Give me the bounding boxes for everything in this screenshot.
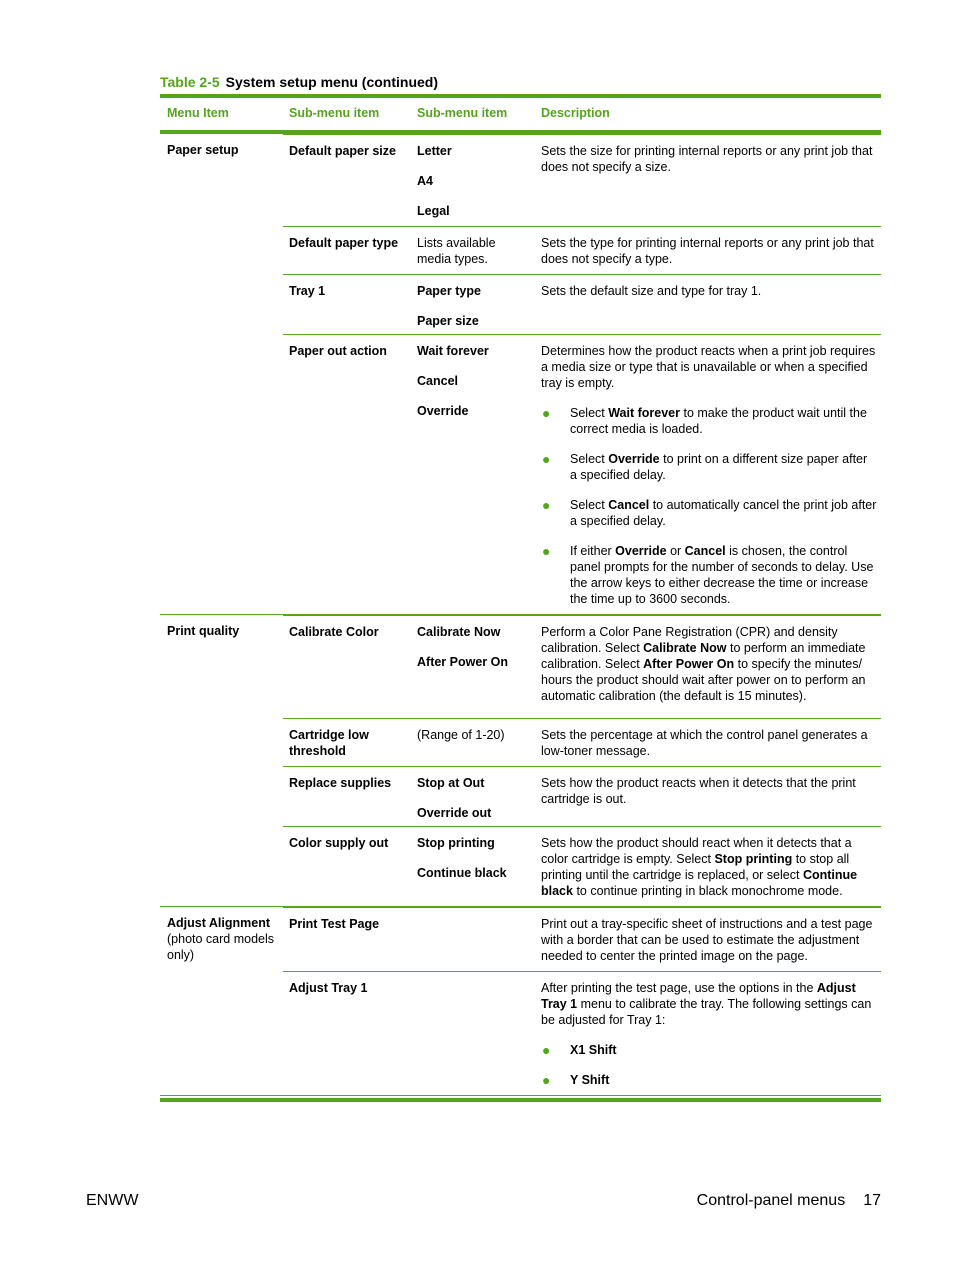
text: is chosen, the control panel prompts for the number of seconds to delay. Use the arrow keys to either decrease the time or increase the time up to 3600 seconds. (570, 544, 874, 606)
desc-tray-1 (541, 283, 877, 327)
bullet-delay (541, 543, 877, 607)
sub-adjust-tray-1: Adjust Tray 1 (289, 981, 368, 995)
desc-text: Sets how the product reacts when it detects that the print cartridge is out. (541, 776, 856, 806)
header-description: Description (541, 106, 610, 120)
text: Select (570, 452, 609, 466)
options-calibrate-color (417, 624, 527, 684)
option-paper-type: Paper type (417, 284, 481, 298)
system-setup-table (160, 98, 881, 1102)
table-number: Table 2-5 (160, 74, 220, 90)
bold-text: Calibrate Now (643, 641, 727, 655)
option-letter: Letter (417, 144, 452, 158)
adjust-tray-bullets (541, 1042, 877, 1088)
bold-text: Adjust Tray 1 (541, 981, 856, 1011)
desc-adjust-tray-1 (541, 980, 877, 1088)
text: to make the product wait until the correct media is loaded. (570, 406, 867, 436)
options-paper-out-action (417, 343, 527, 433)
row-tray-1 (283, 274, 881, 334)
bold-text: Cancel (684, 544, 726, 558)
options-default-paper-size (417, 143, 527, 233)
option-paper-size: Paper size (417, 314, 479, 328)
bullet-dot-icon: ● (542, 497, 551, 513)
menu-paper-setup: Paper setup (167, 143, 239, 157)
row-adjust-tray-1 (283, 971, 881, 1095)
sub-default-paper-type: Default paper type (289, 236, 399, 250)
desc-text: Print out a tray-specific sheet of instructions and a test page with a border that can be used to estimate the adjustment needed to center the printed image on the page. (541, 917, 873, 963)
bold-text: Stop printing (714, 852, 793, 866)
option-continue-black: Continue black (417, 866, 507, 880)
text: If either (570, 544, 616, 558)
row-replace-supplies (283, 766, 881, 826)
header-sub-menu-item-2: Sub-menu item (417, 106, 508, 120)
desc-print-test-page (541, 916, 877, 964)
menu-print-quality: Print quality (167, 624, 240, 638)
bold-text: Y Shift (570, 1073, 610, 1087)
desc-cartridge-low (541, 727, 877, 759)
text: menu to calibrate the tray. The following settings can be adjusted for Tray 1: (541, 997, 872, 1027)
bold-text: Override (615, 544, 667, 558)
desc-calibrate-color (541, 624, 877, 711)
desc-text: Sets the percentage at which the control panel generates a low-toner message. (541, 728, 868, 758)
paper-out-bullets (541, 405, 877, 607)
bold-text: X1 Shift (570, 1043, 617, 1057)
sub-paper-out-action: Paper out action (289, 344, 387, 358)
text: to automatically cancel the print job after a specified delay. (570, 498, 877, 528)
bullet-override (541, 451, 877, 483)
row-default-paper-size (283, 134, 881, 226)
bullet-wait-forever (541, 405, 877, 437)
option-a4: A4 (417, 174, 433, 188)
option-stop-printing: Stop printing (417, 836, 495, 850)
text: Select (570, 406, 609, 420)
desc-text (541, 624, 877, 704)
desc-color-supply-out (541, 835, 877, 899)
bullet-dot-icon: ● (542, 451, 551, 467)
options-color-supply-out (417, 835, 527, 895)
desc-default-paper-type (541, 235, 877, 267)
desc-text (541, 835, 877, 899)
sub-color-supply-out: Color supply out (289, 836, 389, 850)
bold-text: Continue black (541, 868, 858, 898)
bullet-cancel (541, 497, 877, 529)
options-cartridge-low (417, 727, 527, 757)
text: After printing the test page, use the options in the (541, 981, 817, 995)
header-sub-menu-item-1: Sub-menu item (289, 106, 380, 120)
bold-text: After Power On (643, 657, 735, 671)
text: to perform an immediate calibration. Select (541, 641, 866, 671)
desc-paper-out-action (541, 343, 877, 607)
text: or (666, 544, 685, 558)
text: Sets how the product should react when it detects that a color cartridge is empty. Select (541, 836, 852, 866)
bullet-dot-icon: ● (542, 405, 551, 421)
text: to continue printing in black monochrome mode. (572, 884, 843, 898)
option-stop-at-out: Stop at Out (417, 776, 485, 790)
footer-page-number: 17 (863, 1192, 881, 1209)
desc-text: Determines how the product reacts when a print job requires a media size or type that is unavailable or when a specified tray is empty. (541, 344, 876, 390)
sub-tray-1: Tray 1 (289, 284, 326, 298)
row-default-paper-type (283, 226, 881, 274)
text: Select (570, 498, 609, 512)
bold-text: Cancel (608, 498, 650, 512)
group-adjust-alignment (160, 907, 881, 1096)
sub-calibrate-color: Calibrate Color (289, 625, 379, 639)
footer-enww: ENWW (86, 1192, 139, 1209)
option-range: (Range of 1-20) (417, 728, 505, 742)
bold-text: Override (608, 452, 660, 466)
table-caption (160, 74, 438, 90)
table-bottom-rule (160, 1098, 881, 1102)
footer-section-title: Control-panel menus (696, 1192, 846, 1209)
option-media-types: Lists available media types. (417, 236, 496, 266)
desc-text (541, 980, 877, 1028)
text: to print on a different size paper after a specified delay. (570, 452, 868, 482)
group-paper-setup (160, 134, 881, 615)
footer-section (697, 1193, 881, 1209)
header-menu-item: Menu Item (167, 106, 229, 120)
text: Perform a Color Pane Registration (CPR) and density calibration. Select (541, 625, 838, 655)
row-color-supply-out (283, 826, 881, 906)
bullet-y-shift (541, 1072, 877, 1088)
sub-print-test-page: Print Test Page (289, 917, 380, 931)
group-print-quality (160, 615, 881, 907)
desc-text: Sets the type for printing internal reports or any print job that does not specify a type. (541, 236, 874, 266)
row-calibrate-color (283, 615, 881, 718)
option-calibrate-now: Calibrate Now (417, 625, 501, 639)
menu-adjust-alignment-note: (photo card models only) (167, 932, 275, 962)
option-cancel: Cancel (417, 374, 458, 388)
menu-adjust-alignment (167, 915, 279, 963)
desc-replace-supplies (541, 775, 877, 819)
bullet-dot-icon: ● (542, 1072, 551, 1088)
sub-default-paper-size: Default paper size (289, 144, 396, 158)
option-override-out: Override out (417, 806, 492, 820)
bullet-dot-icon: ● (542, 1042, 551, 1058)
menu-adjust-alignment-label: Adjust Alignment (167, 916, 271, 930)
row-cartridge-low (283, 718, 881, 766)
row-print-test-page (283, 907, 881, 971)
option-after-power-on: After Power On (417, 655, 508, 669)
sub-cartridge-low: Cartridge low threshold (289, 728, 369, 758)
bullet-dot-icon: ● (542, 543, 551, 559)
table-title: System setup menu (continued) (225, 74, 439, 90)
sub-replace-supplies: Replace supplies (289, 776, 392, 790)
desc-text: Sets the default size and type for tray 1. (541, 284, 762, 298)
desc-default-paper-size (541, 143, 877, 219)
row-paper-out-action (283, 334, 881, 614)
option-legal: Legal (417, 204, 450, 218)
text: to stop all printing until the cartridge is replaced, or select (541, 852, 850, 882)
table-header-row (160, 98, 881, 134)
option-override: Override (417, 404, 469, 418)
text: to specify the minutes/ hours the product should wait after power on to perform an automatic calibration (the default is 15 minutes). (541, 657, 866, 703)
bullet-x1-shift (541, 1042, 877, 1058)
option-wait-forever: Wait forever (417, 344, 489, 358)
desc-text: Sets the size for printing internal reports or any print job that does not specify a size. (541, 144, 873, 174)
bold-text: Wait forever (608, 406, 680, 420)
